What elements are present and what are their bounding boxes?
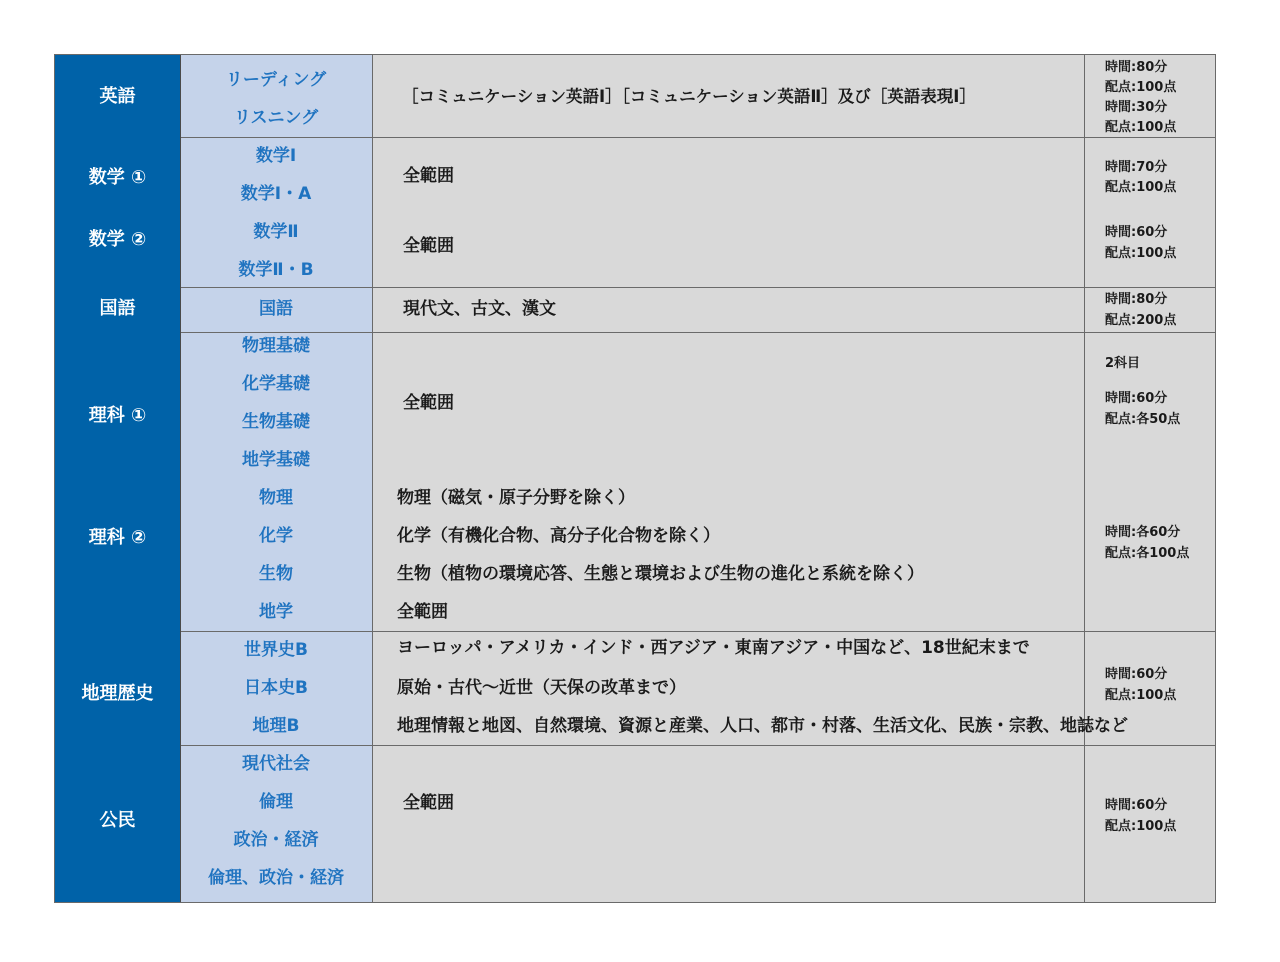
- subject-science1: 理科 ①: [88, 405, 147, 426]
- civics-score: 配点:100点: [1105, 819, 1177, 834]
- subsubject-world-history: 世界史B: [244, 640, 308, 660]
- range-math1: 全範囲: [403, 166, 454, 186]
- subject-math1: 数学 ①: [88, 167, 147, 188]
- subject-civics: 公民: [99, 810, 136, 831]
- subsubject-geography: 地理B: [252, 716, 300, 736]
- subject-japanese: 国語: [99, 298, 136, 319]
- subsubject-phys-basic: 物理基礎: [242, 336, 310, 356]
- row-divider: [181, 745, 1215, 746]
- english-score-2: 配点:100点: [1105, 120, 1177, 135]
- civics-time: 時間:60分: [1105, 798, 1168, 813]
- row-divider: [181, 137, 1215, 138]
- row-divider: [181, 287, 1215, 288]
- subsubject-ethics-politics: 倫理、政治・経済: [208, 868, 344, 888]
- subsubject-column: [181, 55, 373, 902]
- english-score-1: 配点:100点: [1105, 80, 1177, 95]
- subject-english: 英語: [99, 86, 136, 107]
- range-japan-history: 原始・古代〜近世（天保の改革まで）: [397, 678, 686, 698]
- subsubject-earth-basic: 地学基礎: [242, 450, 310, 470]
- geohist-time: 時間:60分: [1105, 667, 1168, 682]
- range-chemistry: 化学（有機化合物、高分子化合物を除く）: [397, 526, 720, 546]
- subsubject-math-2: 数学Ⅱ: [253, 222, 299, 242]
- japanese-time: 時間:80分: [1105, 292, 1168, 307]
- subsubject-chemistry: 化学: [259, 526, 293, 546]
- subsubject-math-1: 数学Ⅰ: [255, 146, 297, 166]
- subsubject-politics: 政治・経済: [233, 830, 319, 850]
- subsubject-reading: リーディング: [225, 70, 327, 90]
- subsubject-math-1a: 数学Ⅰ・A: [240, 184, 312, 204]
- exam-schedule-table: [54, 54, 1216, 903]
- subsubject-math-2b: 数学Ⅱ・B: [238, 260, 314, 280]
- subsubject-chem-basic: 化学基礎: [242, 374, 310, 394]
- range-column: [373, 55, 1085, 902]
- row-divider: [181, 631, 1215, 632]
- range-english: ［コミュニケーション英語Ⅰ］［コミュニケーション英語Ⅱ］及び［英語表現Ⅰ］: [402, 87, 976, 106]
- subject-science2: 理科 ②: [88, 527, 147, 548]
- math2-score: 配点:100点: [1105, 246, 1177, 261]
- subsubject-bio-basic: 生物基礎: [242, 412, 310, 432]
- range-biology: 生物（植物の環境応答、生態と環境および生物の進化と系統を除く）: [397, 564, 924, 584]
- science2-score: 配点:各100点: [1105, 546, 1190, 561]
- japanese-score: 配点:200点: [1105, 313, 1177, 328]
- range-science1: 全範囲: [403, 393, 454, 413]
- subsubject-ethics: 倫理: [259, 792, 293, 812]
- subsubject-physics: 物理: [259, 488, 293, 508]
- range-world-history: ヨーロッパ・アメリカ・インド・西アジア・東南アジア・中国など、18世紀末まで: [397, 638, 1030, 658]
- science1-time: 時間:60分: [1105, 391, 1168, 406]
- range-civics: 全範囲: [403, 793, 454, 813]
- english-time-2: 時間:30分: [1105, 100, 1168, 115]
- range-earth: 全範囲: [397, 602, 448, 622]
- math1-score: 配点:100点: [1105, 180, 1177, 195]
- range-japanese: 現代文、古文、漢文: [403, 299, 556, 319]
- subject-math2: 数学 ②: [88, 229, 147, 250]
- subsubject-biology: 生物: [259, 564, 293, 584]
- range-geography: 地理情報と地図、自然環境、資源と産業、人口、都市・村落、生活文化、民族・宗教、地誌など: [397, 716, 1128, 736]
- english-time-1: 時間:80分: [1105, 60, 1168, 75]
- range-physics: 物理（磁気・原子分野を除く）: [397, 488, 635, 508]
- subsubject-japan-history: 日本史B: [244, 678, 308, 698]
- range-math2: 全範囲: [403, 236, 454, 256]
- subsubject-listening: リスニング: [233, 108, 319, 128]
- math1-time: 時間:70分: [1105, 160, 1168, 175]
- geohist-score: 配点:100点: [1105, 688, 1177, 703]
- science1-score: 配点:各50点: [1105, 412, 1181, 427]
- row-divider: [181, 332, 1215, 333]
- science2-time: 時間:各60分: [1105, 525, 1181, 540]
- subsubject-earth: 地学: [259, 602, 293, 622]
- subsubject-modern-society: 現代社会: [242, 754, 310, 774]
- subsubject-kokugo: 国語: [259, 299, 293, 319]
- subject-geohist: 地理歴史: [81, 683, 154, 704]
- science1-count: 2科目: [1105, 356, 1141, 371]
- math2-time: 時間:60分: [1105, 225, 1168, 240]
